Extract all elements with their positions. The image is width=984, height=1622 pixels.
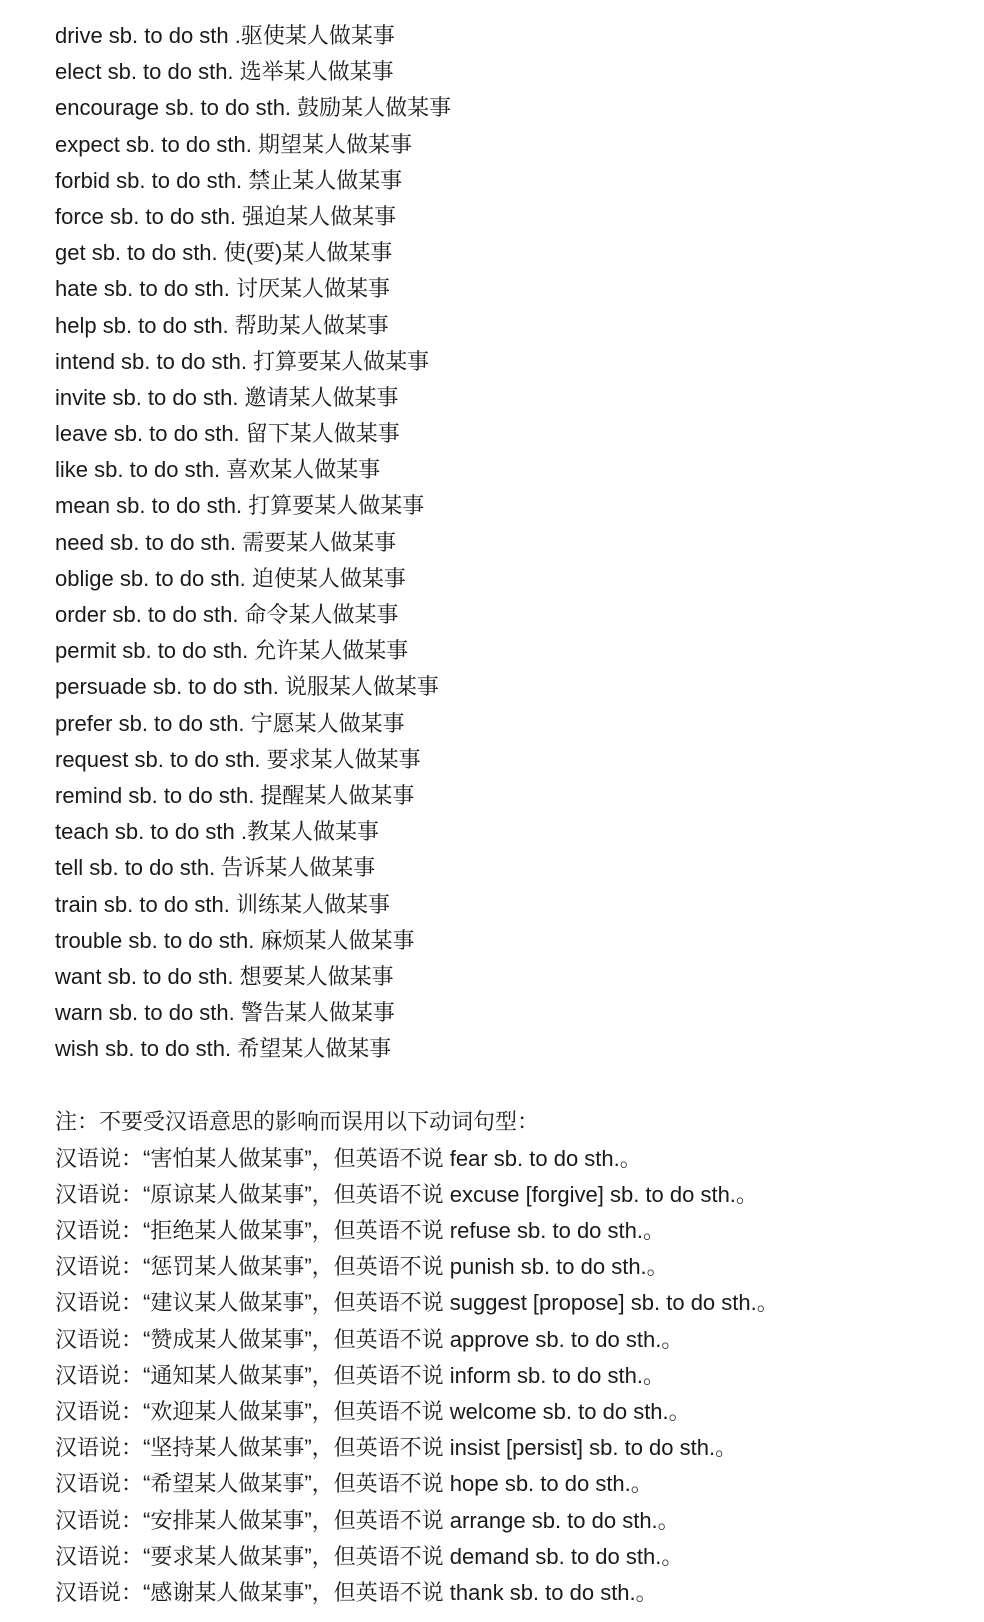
verb-pattern-line: teach sb. to do sth .教某人做某事 <box>55 819 380 845</box>
verb-pattern-line: want sb. to do sth. 想要某人做某事 <box>55 963 394 989</box>
note-item: 汉语说：“惩罚某人做某事”，但英语不说 punish sb. to do sth.。 <box>55 1254 669 1280</box>
note-item: 汉语说：“建议某人做某事”，但英语不说 suggest [propose] sb. to do sth.。 <box>55 1290 779 1316</box>
verb-pattern-line: expect sb. to do sth. 期望某人做某事 <box>55 131 413 157</box>
note-item: 汉语说：“拒绝某人做某事”，但英语不说 refuse sb. to do sth.。 <box>55 1218 665 1243</box>
verb-pattern-line: tell sb. to do sth. 告诉某人做某事 <box>55 855 376 881</box>
verb-pattern-line: intend sb. to do sth. 打算要某人做某事 <box>55 348 430 374</box>
verb-pattern-list <box>55 18 955 1067</box>
verb-pattern-line: wish sb. to do sth. 希望某人做某事 <box>55 1036 392 1062</box>
verb-pattern-line: order sb. to do sth. 命令某人做某事 <box>55 602 399 627</box>
note-item: 汉语说：“安排某人做某事”，但英语不说 arrange sb. to do sth.。 <box>55 1507 680 1533</box>
verb-pattern-line: oblige sb. to do sth. 迫使某人做某事 <box>55 565 406 591</box>
note-section <box>55 1104 955 1611</box>
note-item: 汉语说：“希望某人做某事”，但英语不说 hope sb. to do sth.。 <box>55 1471 653 1497</box>
verb-pattern-line: help sb. to do sth. 帮助某人做某事 <box>55 312 389 338</box>
verb-pattern-line: force sb. to do sth. 强迫某人做某事 <box>55 203 397 229</box>
verb-pattern-line: need sb. to do sth. 需要某人做某事 <box>55 529 397 555</box>
note-item: 汉语说：“感谢某人做某事”，但英语不说 thank sb. to do sth.。 <box>55 1579 658 1605</box>
verb-pattern-line: train sb. to do sth. 训练某人做某事 <box>55 891 390 917</box>
note-item: 汉语说：“害怕某人做某事”，但英语不说 fear sb. to do sth.。 <box>55 1145 642 1171</box>
verb-pattern-line: mean sb. to do sth. 打算要某人做某事 <box>55 493 425 519</box>
verb-pattern-line: remind sb. to do sth. 提醒某人做某事 <box>55 782 415 808</box>
verb-pattern-line: forbid sb. to do sth. 禁止某人做某事 <box>55 167 403 193</box>
note-item: 汉语说：“要求某人做某事”，但英语不说 demand sb. to do sth.。 <box>55 1543 684 1569</box>
note-item: 汉语说：“通知某人做某事”，但英语不说 inform sb. to do sth.。 <box>55 1362 665 1388</box>
verb-pattern-line: trouble sb. to do sth. 麻烦某人做某事 <box>55 927 415 953</box>
verb-pattern-line: hate sb. to do sth. 讨厌某人做某事 <box>55 276 391 302</box>
note-item: 汉语说：“欢迎某人做某事”，但英语不说 welcome sb. to do sth.。 <box>55 1398 691 1424</box>
verb-pattern-line: warn sb. to do sth. 警告某人做某事 <box>55 1000 395 1026</box>
verb-pattern-line: permit sb. to do sth. 允许某人做某事 <box>55 638 409 664</box>
note-heading: 注：不要受汉语意思的影响而误用以下动词句型： <box>55 1109 540 1135</box>
verb-pattern-line: get sb. to do sth. 使(要)某人做某事 <box>55 240 393 266</box>
verb-pattern-line: request sb. to do sth. 要求某人做某事 <box>55 746 421 772</box>
verb-pattern-line: invite sb. to do sth. 邀请某人做某事 <box>55 384 399 410</box>
verb-pattern-line: drive sb. to do sth .驱使某人做某事 <box>55 23 395 48</box>
note-item: 汉语说：“原谅某人做某事”，但英语不说 excuse [forgive] sb. to do sth.。 <box>55 1181 758 1207</box>
verb-pattern-line: encourage sb. to do sth. 鼓励某人做某事 <box>55 95 452 121</box>
note-item: 汉语说：“赞成某人做某事”，但英语不说 approve sb. to do sth.。 <box>55 1326 684 1352</box>
verb-pattern-line: prefer sb. to do sth. 宁愿某人做某事 <box>55 710 405 736</box>
verb-pattern-line: leave sb. to do sth. 留下某人做某事 <box>55 421 400 447</box>
verb-pattern-line: elect sb. to do sth. 选举某人做某事 <box>55 59 394 85</box>
note-item: 汉语说：“坚持某人做某事”，但英语不说 insist [persist] sb. to do sth.。 <box>55 1435 738 1461</box>
verb-pattern-line: persuade sb. to do sth. 说服某人做某事 <box>55 674 439 700</box>
document-page <box>55 18 955 1611</box>
verb-pattern-line: like sb. to do sth. 喜欢某人做某事 <box>55 457 381 483</box>
